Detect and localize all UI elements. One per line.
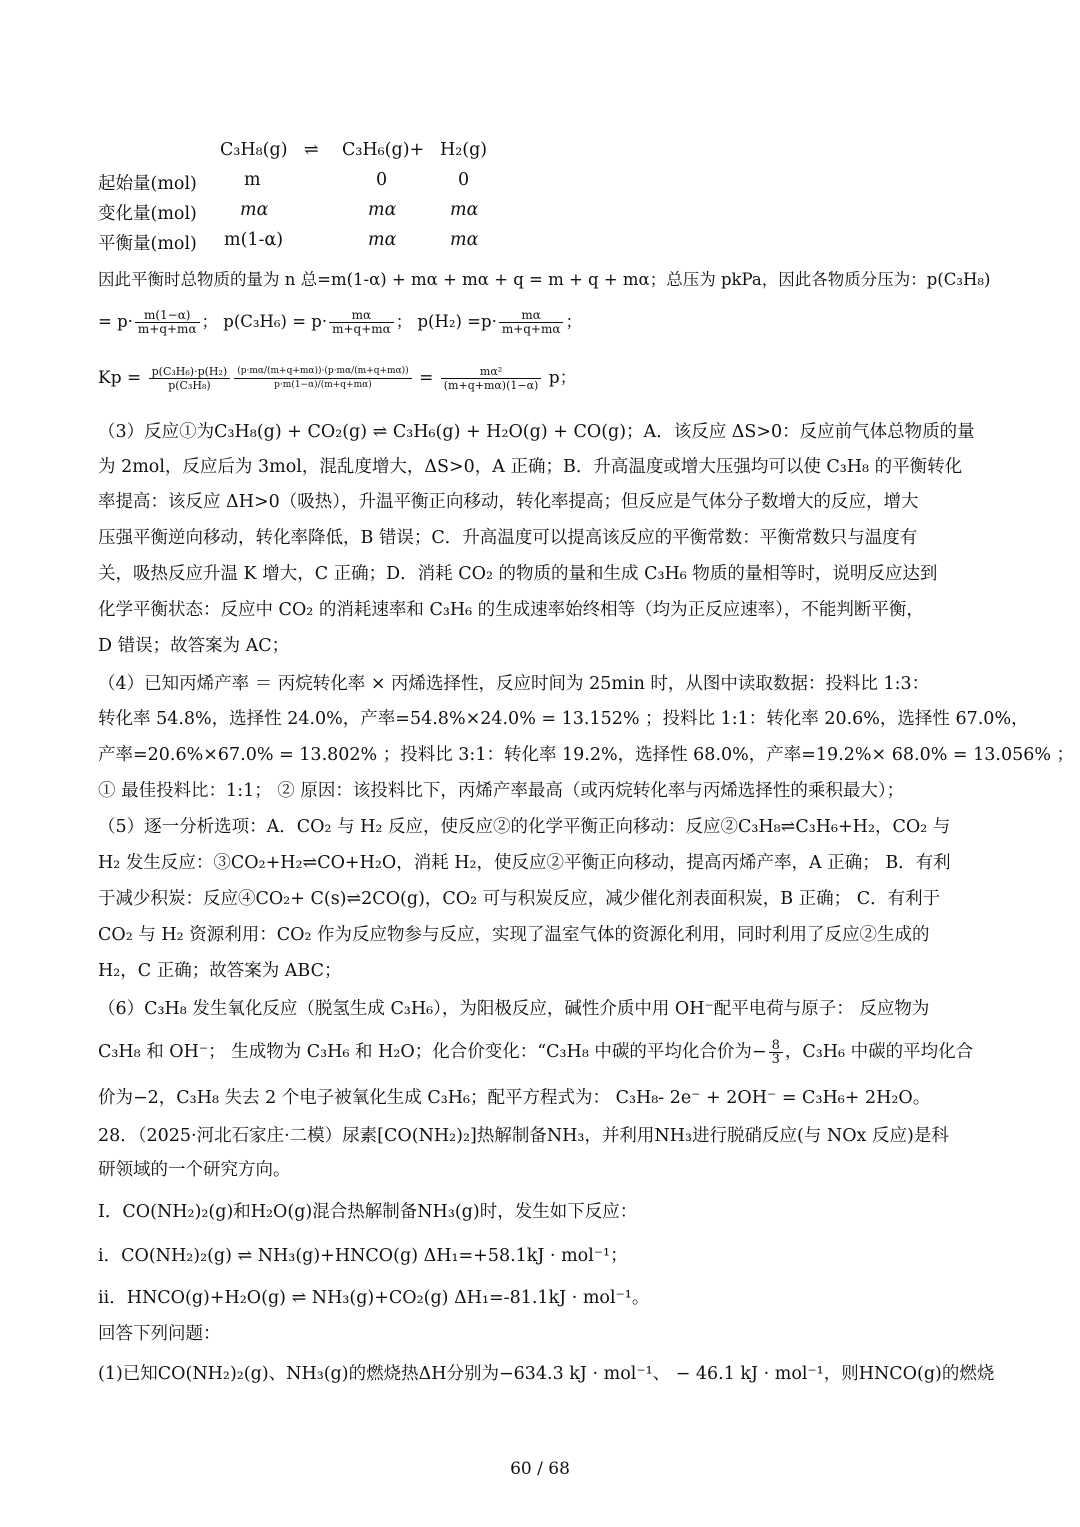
ice-header-arrow: ⇌ — [304, 140, 319, 160]
question-28-line: I．CO(NH₂)₂(g)和H₂O(g)混合热解制备NH₃(g)时，发生如下反应： — [98, 1202, 638, 1222]
text-line: 关，吸热反应升温 K 增大，C 正确；D．消耗 CO₂ 的物质的量和生成 C₃H₆ 物质的量相等时，说明反应达到 — [98, 564, 938, 584]
partial-lead: = p· — [98, 312, 133, 331]
fraction-denominator: m+q+mα — [332, 322, 391, 336]
ice-cell: mα — [240, 200, 269, 220]
fraction-denominator: 3 — [771, 1052, 780, 1067]
ice-cell: m(1-α) — [224, 230, 284, 250]
question-28-line: 研领域的一个研究方向。 — [98, 1160, 291, 1180]
kp-tail: p； — [548, 368, 577, 388]
ice-header-reactant: C₃H₈(g) — [220, 140, 288, 160]
kp-equals: = — [419, 368, 434, 388]
fraction-numerator: mα — [499, 309, 564, 323]
ice-cell: m — [244, 170, 261, 190]
fraction-denominator: (m+q+mα)(1−α) — [443, 379, 539, 392]
partial-pressure-line — [98, 306, 582, 338]
text-line: （4）已知丙烯产率 ＝ 丙烷转化率 × 丙烯选择性，反应时间为 25min 时，从图中读取数据：投料比 1:3： — [98, 674, 930, 694]
fraction — [499, 309, 564, 336]
text-span: ，C₃H₆ 中碳的平均化合 — [784, 1042, 974, 1062]
partial-text: ； p(H₂) =p· — [395, 312, 497, 331]
ice-row-label: 起始量(mol) — [98, 174, 197, 194]
fraction-numerator: m(1−α) — [135, 309, 200, 323]
fraction-numerator: p(C₃H₆)·p(H₂) — [149, 365, 231, 379]
text-line: 为 2mol，反应后为 3mol，混乱度增大，ΔS>0，A 正确；B．升高温度或增大压强均可以使 C₃H₈ 的平衡转化 — [98, 457, 963, 477]
fraction — [149, 365, 231, 392]
question-28-line: ii．HNCO(g)+H₂O(g) ⇌ NH₃(g)+CO₂(g) ΔH₁=-81.1kJ · mol⁻¹。 — [98, 1288, 650, 1308]
kp-expression — [98, 356, 577, 400]
text-span: C₃H₈ 和 OH⁻； 生成物为 C₃H₆ 和 H₂O；化合价变化：“C₃H₈ 中碳的平均化合价为− — [98, 1042, 767, 1062]
fraction-numerator: mα — [329, 309, 394, 323]
fraction — [234, 365, 411, 392]
fraction-denominator: p·m(1−α)/(m+q+mα) — [274, 380, 372, 390]
question-28-line: (1)已知CO(NH₂)₂(g)、NH₃(g)的燃烧热ΔH分别为−634.3 kJ · mol⁻¹、 − 46.1 kJ · mol⁻¹，则HNCO(g)的燃烧 — [98, 1364, 995, 1384]
fraction-denominator: m+q+mα — [501, 322, 561, 336]
fraction — [441, 365, 542, 392]
partial-text: ； — [565, 312, 582, 331]
partial-text: ； p(C₃H₆) = p· — [201, 312, 328, 331]
fraction-numerator: 8 — [769, 1039, 783, 1053]
fraction — [329, 309, 394, 336]
text-line: D 错误；故答案为 AC； — [98, 636, 290, 656]
text-line: H₂ 发生反应：③CO₂+H₂⇌CO+H₂O，消耗 H₂，使反应②平衡正向移动，提高丙烯产率，A 正确； B．有利 — [98, 853, 951, 873]
ice-cell: 0 — [376, 170, 388, 190]
page-number: 60 / 68 — [510, 1459, 570, 1479]
text-line: （5）逐一分析选项：A．CO₂ 与 H₂ 反应，使反应②的化学平衡正向移动：反应②C₃H₈⇌C₃H₆+H₂，CO₂ 与 — [98, 817, 951, 837]
fraction — [135, 309, 200, 336]
text-line: （6）C₃H₈ 发生氧化反应（脱氢生成 C₃H₆），为阳极反应，碱性介质中用 OH⁻配平电荷与原子： 反应物为 — [98, 999, 930, 1019]
text-line: 率提高：该反应 ΔH>0（吸热），升温平衡正向移动，转化率提高；但反应是气体分子数增大的反应，增大 — [98, 492, 919, 512]
text-line: 压强平衡逆向移动，转化率降低，B 错误；C．升高温度可以提高该反应的平衡常数：平衡常数只与温度有 — [98, 528, 918, 548]
question-28-line: i．CO(NH₂)₂(g) ⇌ NH₃(g)+HNCO(g) ΔH₁=+58.1kJ · mol⁻¹； — [98, 1246, 628, 1266]
ice-cell: mα — [368, 230, 397, 250]
ice-header-product2: H₂(g) — [440, 140, 488, 160]
ice-row-label: 变化量(mol) — [98, 204, 197, 224]
text-line: 转化率 54.8%，选择性 24.0%，产率=54.8%×24.0% = 13.152% ；投料比 1:1：转化率 20.6%，选择性 67.0%， — [98, 709, 1029, 729]
text-line: （3）反应①为C₃H₈(g) + CO₂(g) ⇌ C₃H₆(g) + H₂O(g) + CO(g)；A．该反应 ΔS>0：反应前气体总物质的量 — [98, 422, 975, 442]
fraction-numerator: (p·mα/(m+q+mα))·(p·mα/(m+q+mα)) — [234, 365, 411, 379]
question-28-line: 回答下列问题： — [98, 1324, 221, 1344]
ice-header-product1: C₃H₆(g)+ — [342, 140, 425, 160]
fraction-denominator: m+q+mα — [137, 322, 197, 336]
fraction-numerator: mα² — [441, 365, 542, 379]
fraction — [769, 1039, 783, 1066]
text-line: CO₂ 与 H₂ 资源利用：CO₂ 作为反应物参与反应，实现了温室气体的资源化利用，同时利用了反应②生成的 — [98, 925, 930, 945]
question-28-line: 28．（2025·河北石家庄·二模）尿素[CO(NH₂)₂]热解制备NH₃，并利用NH₃进行脱硝反应(与 NOx 反应)是科 — [98, 1126, 949, 1146]
ice-cell: mα — [368, 200, 397, 220]
kp-lhs: Kp = — [98, 368, 142, 388]
oxidation-state-line — [98, 1034, 973, 1070]
text-line: H₂，C 正确；故答案为 ABC； — [98, 961, 342, 981]
text-line: 于减少积炭：反应④CO₂+ C(s)⇌2CO(g)，CO₂ 可与积炭反应，减少催化剂表面积炭，B 正确； C．有利于 — [98, 889, 941, 909]
ice-cell: mα — [450, 230, 479, 250]
text-line: 化学平衡状态：反应中 CO₂ 的消耗速率和 C₃H₆ 的生成速率始终相等（均为正反应速率），不能判断平衡， — [98, 600, 924, 620]
fraction-denominator: p(C₃H₈) — [168, 379, 211, 392]
ice-row-label: 平衡量(mol) — [98, 234, 197, 254]
ice-cell: mα — [450, 200, 479, 220]
ice-cell: 0 — [458, 170, 470, 190]
text-line: 产率=20.6%×67.0% = 13.802% ；投料比 3:1：转化率 19.2%，选择性 68.0%，产率=19.2%× 68.0% = 13.056% ； — [98, 745, 1075, 765]
total-moles-line: 因此平衡时总物质的量为 n 总=m(1-α) + mα + mα + q = m + q + mα；总压为 pkPa，因此各物质分压为：p(C₃H₈) — [98, 270, 991, 289]
text-line: ① 最佳投料比：1:1； ② 原因：该投料比下，丙烯产率最高（或丙烷转化率与丙烯选择性的乘积最大）； — [98, 781, 905, 801]
text-line: 价为−2，C₃H₈ 失去 2 个电子被氧化生成 C₃H₆；配平方程式为： C₃H₈- 2e⁻ + 2OH⁻ = C₃H₆+ 2H₂O。 — [98, 1088, 931, 1108]
